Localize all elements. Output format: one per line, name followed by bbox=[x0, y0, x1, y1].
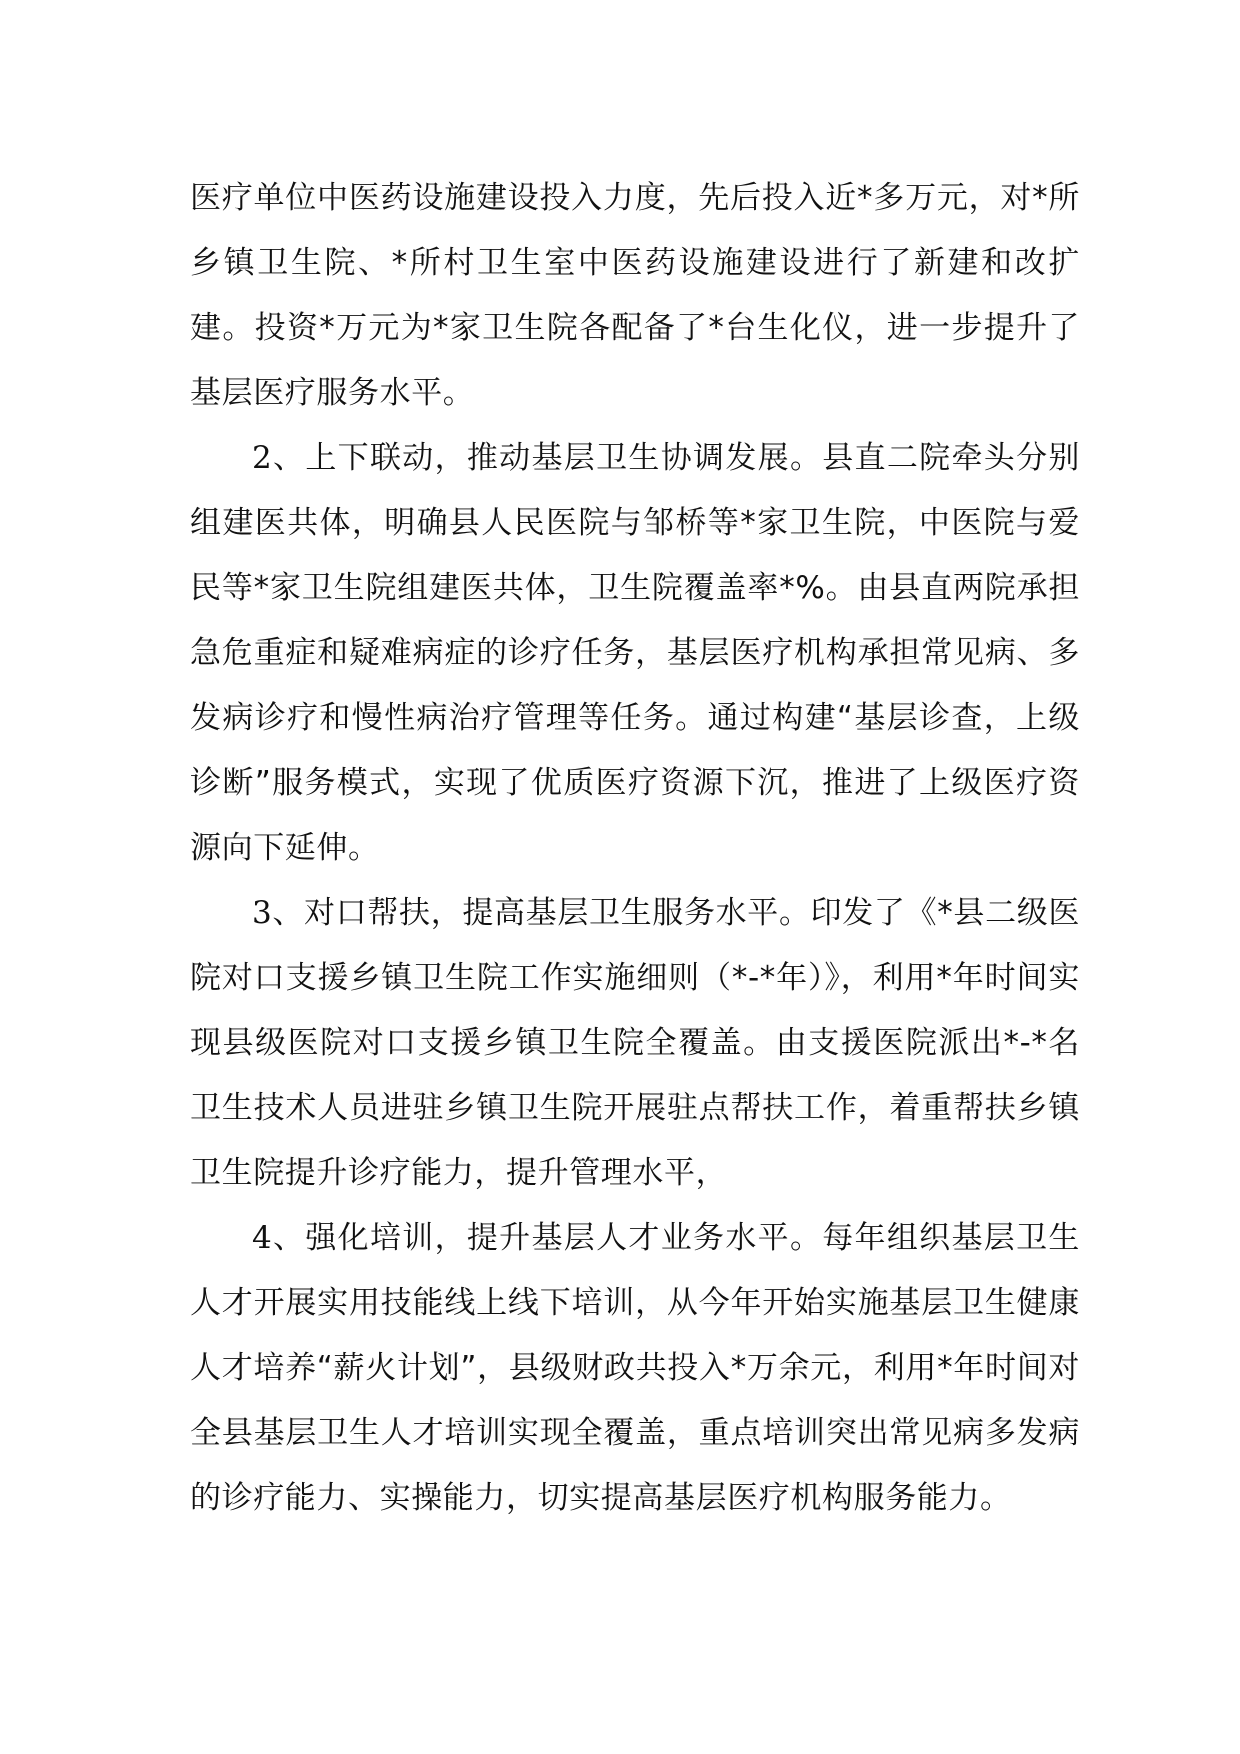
paragraph-item-3 bbox=[190, 881, 1080, 1206]
paragraph-number: 4 bbox=[252, 1220, 273, 1256]
paragraph-text: 、上下联动，推动基层卫生协调发展。县直二院牵头分别组建医共体，明确县人民医院与邹桥等*家卫生院，中医院与爱民等*家卫生院组建医共体，卫生院覆盖率*%。由县直两院承担急危重症和疑难病症的诊疗任务，基层医疗机构承担常见病、多发病诊疗和慢性病治疗管理等任务。通过构建“基层诊查，上级诊断”服务模式，实现了优质医疗资源下沉，推进了上级医疗资源向下延伸。 bbox=[190, 440, 1080, 866]
document-body bbox=[190, 166, 1080, 1531]
paragraph-item-2 bbox=[190, 426, 1080, 881]
paragraph-text: 、强化培训，提升基层人才业务水平。每年组织基层卫生人才开展实用技能线上线下培训，从今年开始实施基层卫生健康人才培养“薪火计划”，县级财政共投入*万余元，利用*年时间对全县基层卫生人才培训实现全覆盖，重点培训突出常见病多发病的诊疗能力、实操能力，切实提高基层医疗机构服务能力。 bbox=[190, 1220, 1080, 1516]
paragraph-continuation bbox=[190, 166, 1080, 426]
paragraph-number: 2 bbox=[252, 440, 273, 476]
paragraph-text: 医疗单位中医药设施建设投入力度，先后投入近*多万元，对*所乡镇卫生院、*所村卫生室中医药设施建设进行了新建和改扩建。投资*万元为*家卫生院各配备了*台生化仪，进一步提升了基层医疗服务水平。 bbox=[190, 180, 1080, 411]
paragraph-text: 、对口帮扶，提高基层卫生服务水平。印发了《*县二级医院对口支援乡镇卫生院工作实施细则（*-*年）》，利用*年时间实现县级医院对口支援乡镇卫生院全覆盖。由支援医院派出*-*名卫生技术人员进驻乡镇卫生院开展驻点帮扶工作，着重帮扶乡镇卫生院提升诊疗能力，提升管理水平， bbox=[190, 895, 1080, 1191]
paragraph-item-4 bbox=[190, 1206, 1080, 1531]
paragraph-number: 3 bbox=[252, 895, 273, 931]
